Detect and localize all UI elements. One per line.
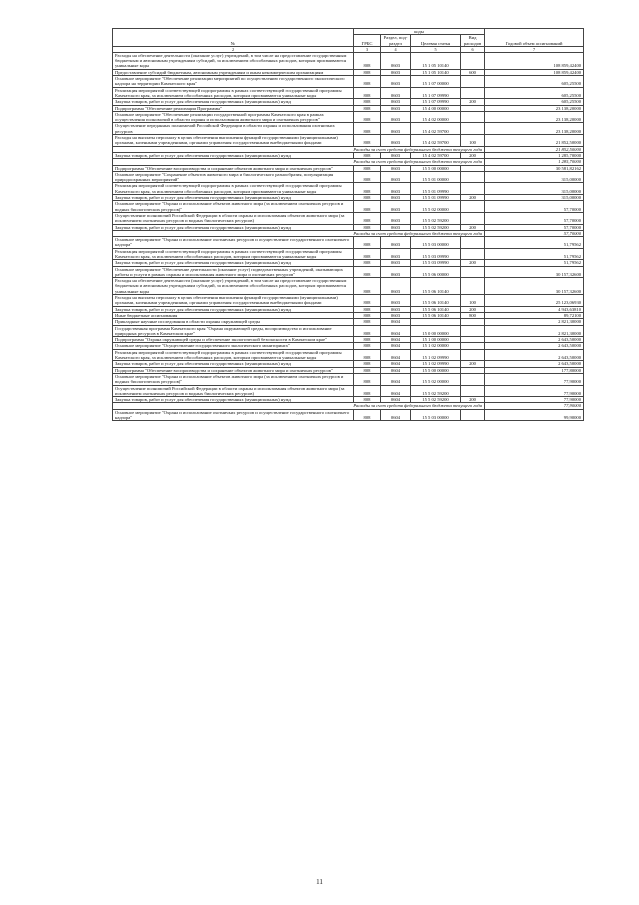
grbs-code: 808 [354,76,381,88]
razdel-code: 0603 [381,224,411,230]
razdel-header: Раздел, под-раздел [381,35,411,47]
grbs-code: 808 [354,87,381,99]
razdel-code: 0603 [381,260,411,266]
grbs-code: 808 [354,195,381,201]
row-name: Реализация мероприятий соответствующей подпрограммы в рамках соответствующей государственной программы Камчатского края, за исключением обособленных расходов, которым присваиваются уникальные коды [113,183,354,195]
table-row [113,349,584,361]
target-code: 15 1 07 00000 [411,76,461,88]
row-name: Реализация мероприятий соответствующей подпрограммы в рамках соответствующей государственной программы Камчатского края, за исключением обособленных расходов, которым присваиваются уникальные коды [113,349,354,361]
col-number: 2 [113,46,354,52]
razdel-code: 0604 [381,367,411,373]
razdel-code: 0604 [381,361,411,367]
table-row [113,183,584,195]
amount-value: 2 821,30000 [485,325,584,337]
razdel-code: 0603 [381,295,411,307]
vid-code: 100 [461,295,485,307]
table-row [113,52,584,69]
codes-header: коды [354,29,485,35]
amount-value: 4 943,63810 [485,306,584,312]
row-name: Закупка товаров, работ и услуг для обеспечения государственных (муниципальных) нужд [113,361,354,367]
amount-value: 30 157,32600 [485,278,584,295]
vid-code [461,373,485,385]
target-code: 15 5 02 59200 [411,397,461,403]
target-code: 15 5 06 10140 [411,295,461,307]
vid-code [461,278,485,295]
amount-value: 21 852,50000 [485,146,584,152]
grbs-code: 808 [354,361,381,367]
row-name: Расходы за счет средств федерального бюджета текущего года [113,230,485,236]
table-row [113,87,584,99]
amount-value: 2 643,50000 [485,343,584,349]
amount-value: 23 138,20000 [485,105,584,111]
grbs-code: 808 [354,135,381,147]
row-name: Закупка товаров, работ и услуг для обеспечения государственных (муниципальных) нужд [113,397,354,403]
vid-code: 200 [461,224,485,230]
row-name: Основное мероприятие "Обеспечение деятельности (оказание услуг) подведомственных учреждений, оказывающих работы и услуги в рамках охраны и использования животного мира и охотничьих ресурсов" [113,266,354,278]
row-name: Государственная программа Камчатского края "Охрана окружающей среды, воспроизводство и использование природных ресурсов в Камчатском крае" [113,325,354,337]
razdel-code: 0603 [381,111,411,123]
table-row [113,373,584,385]
amount-value: 23 138,20000 [485,111,584,123]
row-name: Расходы за счет средств федерального бюджета текущего года [113,146,485,152]
grbs-code: 808 [354,319,381,325]
razdel-code: 0603 [381,266,411,278]
table-body [113,52,584,420]
col-number: 5 [411,46,461,52]
grbs-code: 808 [354,367,381,373]
row-name: Закупка товаров, работ и услуг для обеспечения государственных (муниципальных) нужд [113,195,354,201]
razdel-code: 0604 [381,325,411,337]
target-code: 15 5 02 59200 [411,212,461,224]
grbs-code: 808 [354,212,381,224]
row-name: Основное мероприятие "Охрана и использование охотничьих ресурсов и осуществление государственного охотничьего надзора" [113,409,354,421]
row-name: Прикладные научные исследования в области охраны окружающей среды [113,319,354,325]
table-row [113,325,584,337]
table-row [113,111,584,123]
razdel-code: 0603 [381,306,411,312]
row-name: Закупка товаров, работ и услуг для обеспечения государственных (муниципальных) нужд [113,306,354,312]
amount-value: 2 643,50000 [485,349,584,361]
grbs-code: 808 [354,224,381,230]
table-row [113,76,584,88]
vid-code [461,349,485,361]
target-code: 15 1 00 00000 [411,337,461,343]
table-row [113,237,584,249]
razdel-code: 0603 [381,52,411,69]
col-number: 3 [354,46,381,52]
col-number: 4 [381,46,411,52]
row-name: Подпрограмма "Обеспечение реализации Программы" [113,105,354,111]
target-code: 15 5 02 59200 [411,224,461,230]
grbs-code: 808 [354,171,381,183]
amount-value: 108 859,42400 [485,52,584,69]
row-name: Предоставление субсидий бюджетным, автономным учреждениям и иным некоммерческим организациям [113,69,354,75]
grbs-code: 808 [354,373,381,385]
amount-value: 77,90000 [485,403,584,409]
razdel-code: 0603 [381,69,411,75]
amount-value: 57,70000 [485,212,584,224]
amount-value: 1 285,70000 [485,152,584,158]
razdel-code: 0604 [381,373,411,385]
amount-value: 57,70000 [485,230,584,236]
amount-value: 21 852,50000 [485,135,584,147]
target-code: 15 1 05 10140 [411,69,461,75]
razdel-code: 0603 [381,123,411,135]
razdel-code: 0604 [381,319,411,325]
amount-value: 89,72100 [485,312,584,318]
grbs-code: 808 [354,165,381,171]
target-code: 15 1 02 09990 [411,349,461,361]
razdel-code: 0603 [381,278,411,295]
row-name: Основное мероприятие "Обеспечение реализации мероприятий по осуществлению государственного экологического надзора на территории Камчатского края" [113,76,354,88]
target-code: 15 5 06 00000 [411,266,461,278]
vid-code [461,385,485,397]
vid-code [461,87,485,99]
razdel-code: 0604 [381,337,411,343]
vid-code [461,52,485,69]
table-header [113,29,584,53]
grbs-code: 808 [354,237,381,249]
row-name: Подпрограмма "Обеспечение воспроизводства и сохранение объектов животного мира и охотничьих ресурсов" [113,367,354,373]
table-row [113,171,584,183]
row-name: Закупка товаров, работ и услуг для обеспечения государственных (муниципальных) нужд [113,224,354,230]
row-name: Закупка товаров, работ и услуг для обеспечения государственных (муниципальных) нужд [113,152,354,158]
target-code: 15 5 01 09990 [411,183,461,195]
target-code: 15 4 02 59700 [411,123,461,135]
vid-code [461,123,485,135]
razdel-code: 0603 [381,237,411,249]
grbs-code: 808 [354,295,381,307]
grbs-code: 808 [354,99,381,105]
target-code: 15 5 00 00000 [411,165,461,171]
razdel-code: 0603 [381,312,411,318]
table-row [113,266,584,278]
razdel-code: 0603 [381,135,411,147]
target-code: 15 5 02 00000 [411,201,461,213]
row-name: Реализация мероприятий соответствующей подпрограммы в рамках соответствующей государственной программы Камчатского края, за исключением обособленных расходов, которым присваиваются уникальные коды [113,248,354,260]
row-name: Основное мероприятие "Осуществление государственного экологического мониторинга" [113,343,354,349]
target-code: 15 5 06 10140 [411,306,461,312]
row-name: Основное мероприятие "Охрана и использование охотничьих ресурсов и осуществление государственного охотничьего надзора" [113,237,354,249]
vid-code [461,201,485,213]
page-number: 11 [316,878,323,886]
target-code: 15 5 01 09990 [411,195,461,201]
amount-value: 99,90000 [485,409,584,421]
table-row [113,201,584,213]
target-code: 15 4 02 59700 [411,152,461,158]
row-name: Расходы на обеспечение деятельности (оказание услуг) учреждений, в том числе на предоставление государственным бюджетным и автономным учреждениям субсидий, за исключением обособленных расходов, которым присваиваются уникальные коды [113,278,354,295]
vid-code: 200 [461,152,485,158]
vid-code: 200 [461,361,485,367]
vid-code: 200 [461,195,485,201]
target-code: 15 5 06 10140 [411,278,461,295]
col-number: 6 [461,46,485,52]
row-name: Иные бюджетные ассигнования [113,312,354,318]
grbs-code: 808 [354,343,381,349]
vid-code [461,212,485,224]
target-code: 15 4 02 59700 [411,135,461,147]
row-name: Основное мероприятие "Обеспечение реализации государственной программы Камчатского края в рамках осуществления полномочий в области охраны и использования животного мира и охотничьих ресурсов" [113,111,354,123]
amount-value: 2 643,50000 [485,337,584,343]
razdel-code: 0603 [381,201,411,213]
amount-value: 605,25500 [485,87,584,99]
razdel-code: 0603 [381,165,411,171]
vid-code [461,409,485,421]
table-row [113,295,584,307]
amount-value: 108 859,42400 [485,69,584,75]
row-name: Осуществление полномочий Российской Федерации в области охраны и использования объектов животного мира (за исключением охотничьих ресурсов и водных биологических ресурсов) [113,212,354,224]
vid-code [461,325,485,337]
vid-code: 200 [461,260,485,266]
grbs-code: 808 [354,123,381,135]
grbs-code: 808 [354,312,381,318]
row-name: Подпрограмма "Обеспечение воспроизводства и сохранение объектов животного мира и охотничьих ресурсов" [113,165,354,171]
table-row [113,248,584,260]
vid-code: 200 [461,306,485,312]
target-code: 15 1 07 09990 [411,99,461,105]
vid-code [461,248,485,260]
row-name: Закупка товаров, работ и услуг для обеспечения государственных (муниципальных) нужд [113,260,354,266]
amount-value: 1 285,70000 [485,159,584,165]
amount-value: 605,25500 [485,99,584,105]
vid-code [461,266,485,278]
table-row [113,135,584,147]
vid-code [461,237,485,249]
amount-value: 315,00000 [485,171,584,183]
vid-code: 200 [461,397,485,403]
row-name: Расходы на выплаты персоналу в целях обеспечения выполнения функций государственными (муниципальными) органами, казенными учреждениями, органами управления государственными внебюджетными фондами [113,295,354,307]
razdel-code: 0603 [381,195,411,201]
grbs-code: 808 [354,260,381,266]
table-row [113,278,584,295]
target-code: 15 1 02 09990 [411,361,461,367]
vid-code [461,183,485,195]
row-name: Закупка товаров, работ и услуг для обеспечения государственных (муниципальных) нужд [113,99,354,105]
grbs-code: 808 [354,111,381,123]
amount-value: 57,70000 [485,224,584,230]
grbs-code: 808 [354,201,381,213]
amount-value: 605,25500 [485,76,584,88]
grbs-code: 808 [354,105,381,111]
grbs-code: 808 [354,325,381,337]
vid-code: 800 [461,312,485,318]
target-code: 15 5 01 00000 [411,171,461,183]
amount-value: 30 157,32600 [485,266,584,278]
row-name: Основное мероприятие "Сохранение объектов животного мира и биологического разнообразия, популяризация природоохранных мероприятий" [113,171,354,183]
vid-code: 600 [461,69,485,75]
grbs-code: 808 [354,183,381,195]
vid-code [461,76,485,88]
amount-value: 51,79562 [485,237,584,249]
razdel-code: 0603 [381,99,411,105]
amount-value: 77,90000 [485,397,584,403]
grbs-code: 808 [354,349,381,361]
row-name: Реализация мероприятий соответствующей подпрограммы в рамках соответствующей государственной программы Камчатского края, за исключением обособленных расходов, которым присваиваются уникальные коды [113,87,354,99]
row-name: Осуществление переданных полномочий Российской Федерации в области охраны и использования охотничьих ресурсов [113,123,354,135]
target-code: 15 1 05 10140 [411,52,461,69]
razdel-code: 0603 [381,87,411,99]
razdel-code: 0603 [381,171,411,183]
grbs-code: 808 [354,278,381,295]
razdel-code: 0603 [381,248,411,260]
target-header: Целевая статья [411,35,461,47]
target-code: 15 1 02 00000 [411,343,461,349]
table-row [113,212,584,224]
target-code: 15 5 03 09990 [411,260,461,266]
amount-value: 177,80000 [485,367,584,373]
target-code: 15 5 06 10140 [411,312,461,318]
grbs-code: 808 [354,337,381,343]
amount-value: 57,70000 [485,201,584,213]
razdel-code: 0604 [381,397,411,403]
amount-value: 315,00000 [485,183,584,195]
grbs-code: 808 [354,385,381,397]
target-code: 15 5 00 00000 [411,367,461,373]
razdel-code: 0603 [381,212,411,224]
vid-code [461,171,485,183]
target-code: 15 0 00 00000 [411,325,461,337]
grbs-code: 808 [354,152,381,158]
col-number: 7 [485,46,584,52]
amount-value: 77,90000 [485,373,584,385]
grbs-header: ГРБС [354,35,381,47]
grbs-code: 808 [354,397,381,403]
target-code: 15 1 07 09990 [411,87,461,99]
table-row [113,385,584,397]
vid-code: 200 [461,99,485,105]
row-name: Расходы за счет средств федерального бюджета текущего года [113,403,485,409]
grbs-code: 808 [354,266,381,278]
vid-header: Вид расходов [461,35,485,47]
target-code: 15 5 02 00000 [411,373,461,385]
target-code: 15 5 03 00000 [411,237,461,249]
target-code: 15 4 00 00000 [411,105,461,111]
vid-code [461,111,485,123]
amount-value: 25 123,06930 [485,295,584,307]
razdel-code: 0604 [381,349,411,361]
row-name: Расходы за счет средств федерального бюджета текущего года [113,159,485,165]
razdel-code: 0603 [381,105,411,111]
razdel-code: 0603 [381,76,411,88]
target-code: 15 5 03 09990 [411,248,461,260]
amount-value: 23 138,20000 [485,123,584,135]
table-row [113,123,584,135]
row-name: Основное мероприятие "Охрана и использование объектов животного мира (за исключением охотничьих ресурсов и водных биологических ресурсов)" [113,373,354,385]
row-name: Расходы на выплаты персоналу в целях обеспечения выполнения функций государственными (муниципальными) органами, казенными учреждениями, органами управления государственными внебюджетными фондами [113,135,354,147]
row-name: Расходы на обеспечение деятельности (оказание услуг) учреждений, в том числе на предоставление государственным бюджетным и автономным учреждениям субсидий, за исключением обособленных расходов, которым присваиваются уникальные коды [113,52,354,69]
amount-value: 51,79562 [485,260,584,266]
annual-header: Годовой объем ассигнований [485,29,584,47]
budget-table [112,28,584,421]
amount-value: 315,00000 [485,195,584,201]
table-row [113,409,584,421]
target-code: 15 5 02 59200 [411,385,461,397]
grbs-code: 808 [354,306,381,312]
vid-code: 100 [461,135,485,147]
amount-value: 77,90000 [485,385,584,397]
grbs-code: 808 [354,248,381,260]
razdel-code: 0604 [381,385,411,397]
razdel-code: 0603 [381,183,411,195]
target-code: 15 4 02 00000 [411,111,461,123]
num-header: № [113,29,354,47]
amount-value: 30 581,82162 [485,165,584,171]
target-code: 15 5 03 00000 [411,409,461,421]
razdel-code: 0604 [381,343,411,349]
grbs-code: 808 [354,409,381,421]
razdel-code: 0603 [381,152,411,158]
row-name: Основное мероприятие "Охрана и использование объектов животного мира (за исключением охотничьих ресурсов и водных биологических ресурсов)" [113,201,354,213]
amount-value: 51,79562 [485,248,584,260]
grbs-code: 808 [354,52,381,69]
amount-value: 2 643,50000 [485,361,584,367]
razdel-code: 0604 [381,409,411,421]
grbs-code: 808 [354,69,381,75]
amount-value: 2 821,30000 [485,319,584,325]
row-name: Подпрограмма "Охрана окружающей среды и обеспечение экологической безопасности в Камчатском крае" [113,337,354,343]
row-name: Осуществление полномочий Российской Федерации в области охраны и использования объектов животного мира (за исключением охотничьих ресурсов и водных биологических ресурсов) [113,385,354,397]
